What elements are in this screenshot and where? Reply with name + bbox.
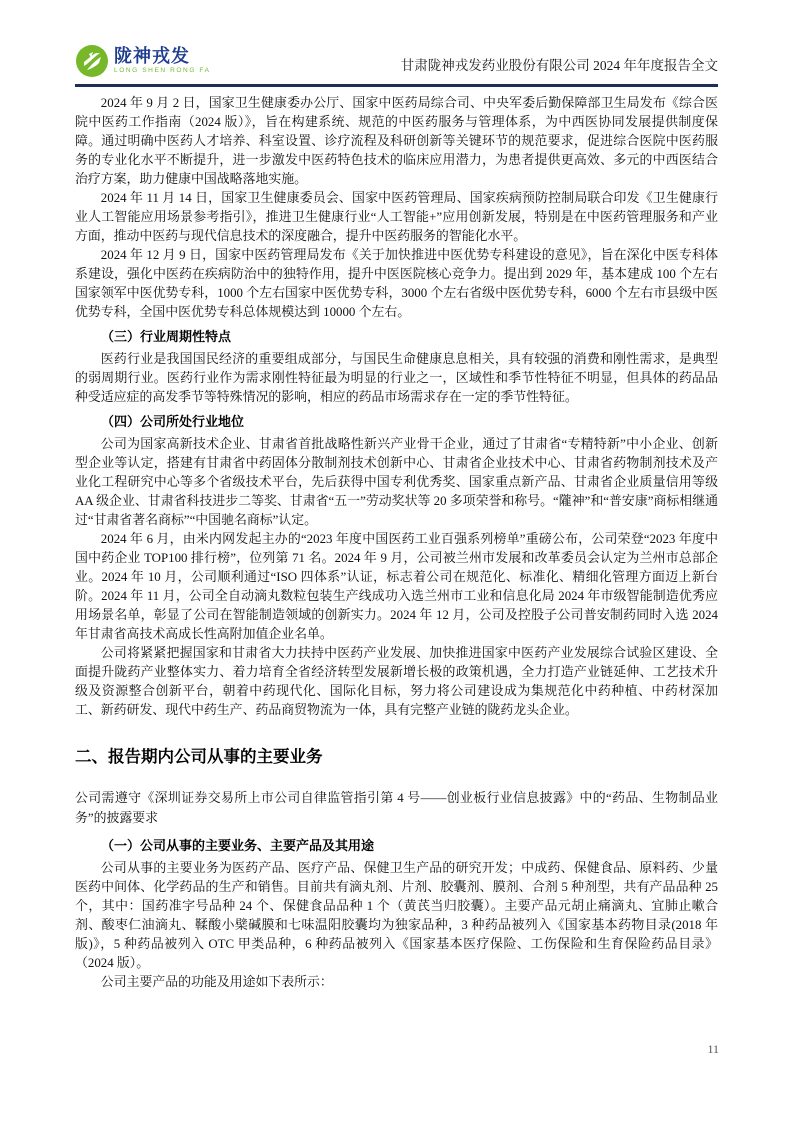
paragraph: 2024 年 12 月 9 日，国家中医药管理局发布《关于加快推进中医优势专科建设的意见》，旨在深化中医专科体系建设，强化中医药在疾病防治中的独特作用，提升中医医院核心竞争力。提出到 2029 年，基本建成 100 个左右国家领军中医优势专科，1000 个左右国家中医优势专科，3000 个左右省级中医优势专科，6000 个左右市县级中医优势专科，全国中医优势专科总体规模达到 10000 个左右。 bbox=[75, 248, 718, 319]
logo-brand-cn: 陇神戎发 bbox=[114, 46, 190, 67]
paragraph: 公司将紧紧把握国家和甘肃省大力扶持中医药产业发展、加快推进国家中医药产业发展综合试验区建设、全面提升陇药产业整体实力、着力培育全省经济转型发展新增长极的政策机遇，全力打造产业链延伸、工艺技术升级及资源整合创新平台，朝着中药现代化、国际化目标，努力将公司建设成为集规范化中药种植、中药材深加工、新药研发、现代中药生产、药品商贸物流为一体，具有完整产业链的陇药龙头企业。 bbox=[75, 646, 718, 717]
document-body bbox=[75, 94, 718, 992]
paragraph: 公司为国家高新技术企业、甘肃省首批战略性新兴产业骨干企业，通过了甘肃省“专精特新”中小企业、创新型企业等认定，搭建有甘肃省中药固体分散制剂技术创新中心、甘肃省企业技术中心、甘肃省药物制剂技术及产业化工程研究中心等多个省级技术平台，先后获得中国专利优秀奖、国家重点新产品、甘肃省企业质量信用等级 AA 级企业、甘肃省科技进步二等奖、甘肃省“五一”劳动奖状等 20 多项荣誉和称号。“隴神”和“普安康”商标相继通过“甘肃省著名商标”“中国驰名商标”认定。 bbox=[75, 437, 718, 527]
logo-text bbox=[114, 47, 211, 75]
section-heading: （四）公司所处行业地位 bbox=[101, 414, 245, 429]
logo-brand-en: LONG SHEN RONG FA bbox=[114, 67, 211, 75]
company-logo bbox=[75, 44, 211, 78]
page-header bbox=[75, 44, 718, 78]
header-divider bbox=[75, 84, 718, 87]
paragraph: 公司从事的主要业务为医药产品、医疗产品、保健卫生产品的研究开发；中成药、保健食品、原料药、少量医药中间体、化学药品的生产和销售。目前共有滴丸剂、片剂、胶囊剂、膜剂、合剂 5 种剂型，共有产品品种 25 个，其中：国药准字号品种 24 个、保健食品品种 1 个（黄芪当归胶囊）。主要产品元胡止痛滴丸、宜肺止嗽合剂、酸枣仁油滴丸、鞣酸小檗碱膜和七味温阳胶囊均为独家品种，3 种药品被列入《国家基本药物目录(2018 年版)》，5 种药品被列入 OTC 甲类品种，6 种药品被列入《国家基本医疗保险、工伤保险和生育保险药品目录》（2024 版）。 bbox=[75, 861, 718, 970]
paragraph: 2024 年 9 月 2 日，国家卫生健康委办公厅、国家中医药局综合司、中央军委后勤保障部卫生局发布《综合医院中医药工作指南（2024 版）》，旨在构建系统、规范的中医药服务与管理体系，为中西医协同发展提供制度保障。通过明确中医药人才培养、科室设置、诊疗流程及科研创新等关键环节的规范要求，促进综合医院中医药服务的专业化水平不断提升，进一步激发中医药特色技术的临床应用潜力，为患者提供更高效、多元的中西医结合治疗方案，助力健康中国战略落地实施。 bbox=[75, 96, 718, 186]
paragraph: 2024 年 11 月 14 日，国家卫生健康委员会、国家中医药管理局、国家疾病预防控制局联合印发《卫生健康行业人工智能应用场景参考指引》，推进卫生健康行业“人工智能+”应用创新发展，特别是在中医药管理服务和产业方面，推动中医药与现代信息技术的深度融合，提升中医药服务的智能化水平。 bbox=[75, 191, 718, 243]
paragraph: 2024 年 6 月，由米内网发起主办的“2023 年度中国医药工业百强系列榜单”重磅公布，公司荣登“2023 年度中国中药企业 TOP100 排行榜”，位列第 71 名。2024 年 9 月，公司被兰州市发展和改革委员会认定为兰州市总部企业。2024 年 10 月，公司顺利通过“ISO 四体系”认证，标志着公司在规范化、标准化、精细化管理方面迈上新台阶。2024 年 11 月，公司全自动滴丸数粒包装生产线成功入选兰州市工业和信息化局 2024 年市级智能制造优秀应用场景名单，彰显了公司在智能制造领域的创新实力。2024 年 12 月，公司及控股子公司普安制药同时入选 2024 年甘肃省高技术高成长性高附加值企业名单。 bbox=[75, 532, 718, 641]
section-heading: （一）公司从事的主要业务、主要产品及其用途 bbox=[101, 838, 375, 853]
chapter-heading: 二、报告期内公司从事的主要业务 bbox=[75, 748, 323, 766]
page-number: 11 bbox=[707, 1042, 719, 1056]
disclosure-note: 公司需遵守《深圳证券交易所上市公司自律监管指引第 4 号——创业板行业信息披露》中的“药品、生物制品业务”的披露要求 bbox=[75, 791, 718, 825]
logo-icon bbox=[75, 44, 109, 78]
paragraph: 医药行业是我国国民经济的重要组成部分，与国民生命健康息息相关，具有较强的消费和刚性需求，是典型的弱周期行业。医药行业作为需求刚性特征最为明显的行业之一，区域性和季节性特征不明显，但具体的药品品种受适应症的高发季节等特殊情况的影响，相应的药品市场需求存在一定的季节性特征。 bbox=[75, 352, 718, 404]
document-title: 甘肃陇神戎发药业股份有限公司 2024 年年度报告全文 bbox=[400, 58, 718, 73]
section-heading: （三）行业周期性特点 bbox=[101, 329, 232, 344]
paragraph: 公司主要产品的功能及用途如下表所示： bbox=[100, 975, 333, 989]
